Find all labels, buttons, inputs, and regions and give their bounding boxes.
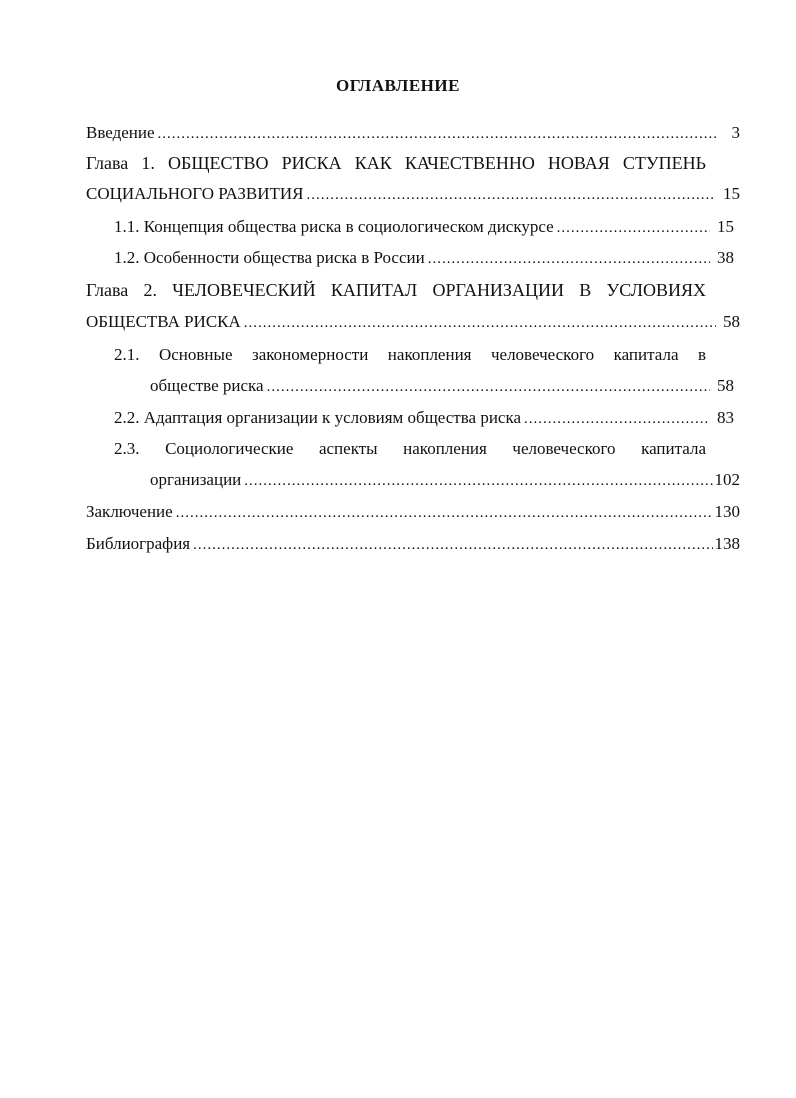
leader-dots xyxy=(428,249,710,269)
toc-entry-1-2 xyxy=(114,248,734,269)
toc-chapter-2-line2 xyxy=(86,312,740,333)
toc-label: 2.3. Социологические аспекты накопления человеческого капитала xyxy=(114,439,706,458)
toc-page-number: 102 xyxy=(714,470,740,489)
toc-page-number: 138 xyxy=(714,534,740,553)
leader-dots xyxy=(176,503,713,523)
toc-page-number: 83 xyxy=(717,408,734,427)
toc-entry-2-3-line2 xyxy=(150,470,740,491)
toc-label: СОЦИАЛЬНОГО РАЗВИТИЯ xyxy=(86,184,304,203)
toc-label: ОБЩЕСТВА РИСКА xyxy=(86,312,241,331)
toc-entry-2-1-line1 xyxy=(114,345,706,365)
leader-dots xyxy=(244,313,716,333)
toc-page-number: 15 xyxy=(717,217,734,236)
toc-label: Заключение xyxy=(86,502,173,521)
toc-entry-1-1 xyxy=(114,217,734,238)
toc-title: ОГЛАВЛЕНИЕ xyxy=(336,76,460,95)
toc-chapter-1-line2 xyxy=(86,184,740,205)
toc-page-number: 58 xyxy=(723,312,740,331)
leader-dots xyxy=(267,377,710,397)
toc-entry-2-3-line1 xyxy=(114,439,706,459)
leader-dots xyxy=(158,124,716,144)
leader-dots xyxy=(524,409,710,429)
toc-label: Глава 1. ОБЩЕСТВО РИСКА КАК КАЧЕСТВЕННО НОВАЯ СТУПЕНЬ xyxy=(86,153,706,173)
toc-label: Библиография xyxy=(86,534,191,553)
toc-page-number: 3 xyxy=(731,123,740,142)
leader-dots xyxy=(557,218,710,238)
toc-label: Введение xyxy=(86,123,155,142)
toc-page-number: 58 xyxy=(717,376,734,395)
toc-entry-conclusion xyxy=(86,502,740,523)
toc-entry-intro xyxy=(86,123,740,144)
toc-label: организации xyxy=(150,470,242,489)
toc-label: 1.2. Особенности общества риска в России xyxy=(114,248,425,267)
toc-label: 2.1. Основные закономерности накопления человеческого капитала в xyxy=(114,345,706,364)
toc-label: обществе риска xyxy=(150,376,264,395)
toc-page-number: 130 xyxy=(714,502,740,521)
toc-page-number: 38 xyxy=(717,248,734,267)
toc-chapter-2-line1 xyxy=(86,280,706,300)
leader-dots xyxy=(307,185,717,205)
toc-page-number: 15 xyxy=(723,184,740,203)
leader-dots xyxy=(193,535,712,555)
toc-label: Глава 2. ЧЕЛОВЕЧЕСКИЙ КАПИТАЛ ОРГАНИЗАЦИИ В УСЛОВИЯХ xyxy=(86,280,706,300)
toc-chapter-1-line1 xyxy=(86,153,706,173)
toc-label: 1.1. Концепция общества риска в социологическом дискурсе xyxy=(114,217,554,236)
leader-dots xyxy=(244,471,712,491)
toc-entry-2-2 xyxy=(114,408,734,429)
toc-entry-bibliography xyxy=(86,534,740,555)
toc-entry-2-1-line2 xyxy=(150,376,734,397)
toc-label: 2.2. Адаптация организации к условиям общества риска xyxy=(114,408,522,427)
